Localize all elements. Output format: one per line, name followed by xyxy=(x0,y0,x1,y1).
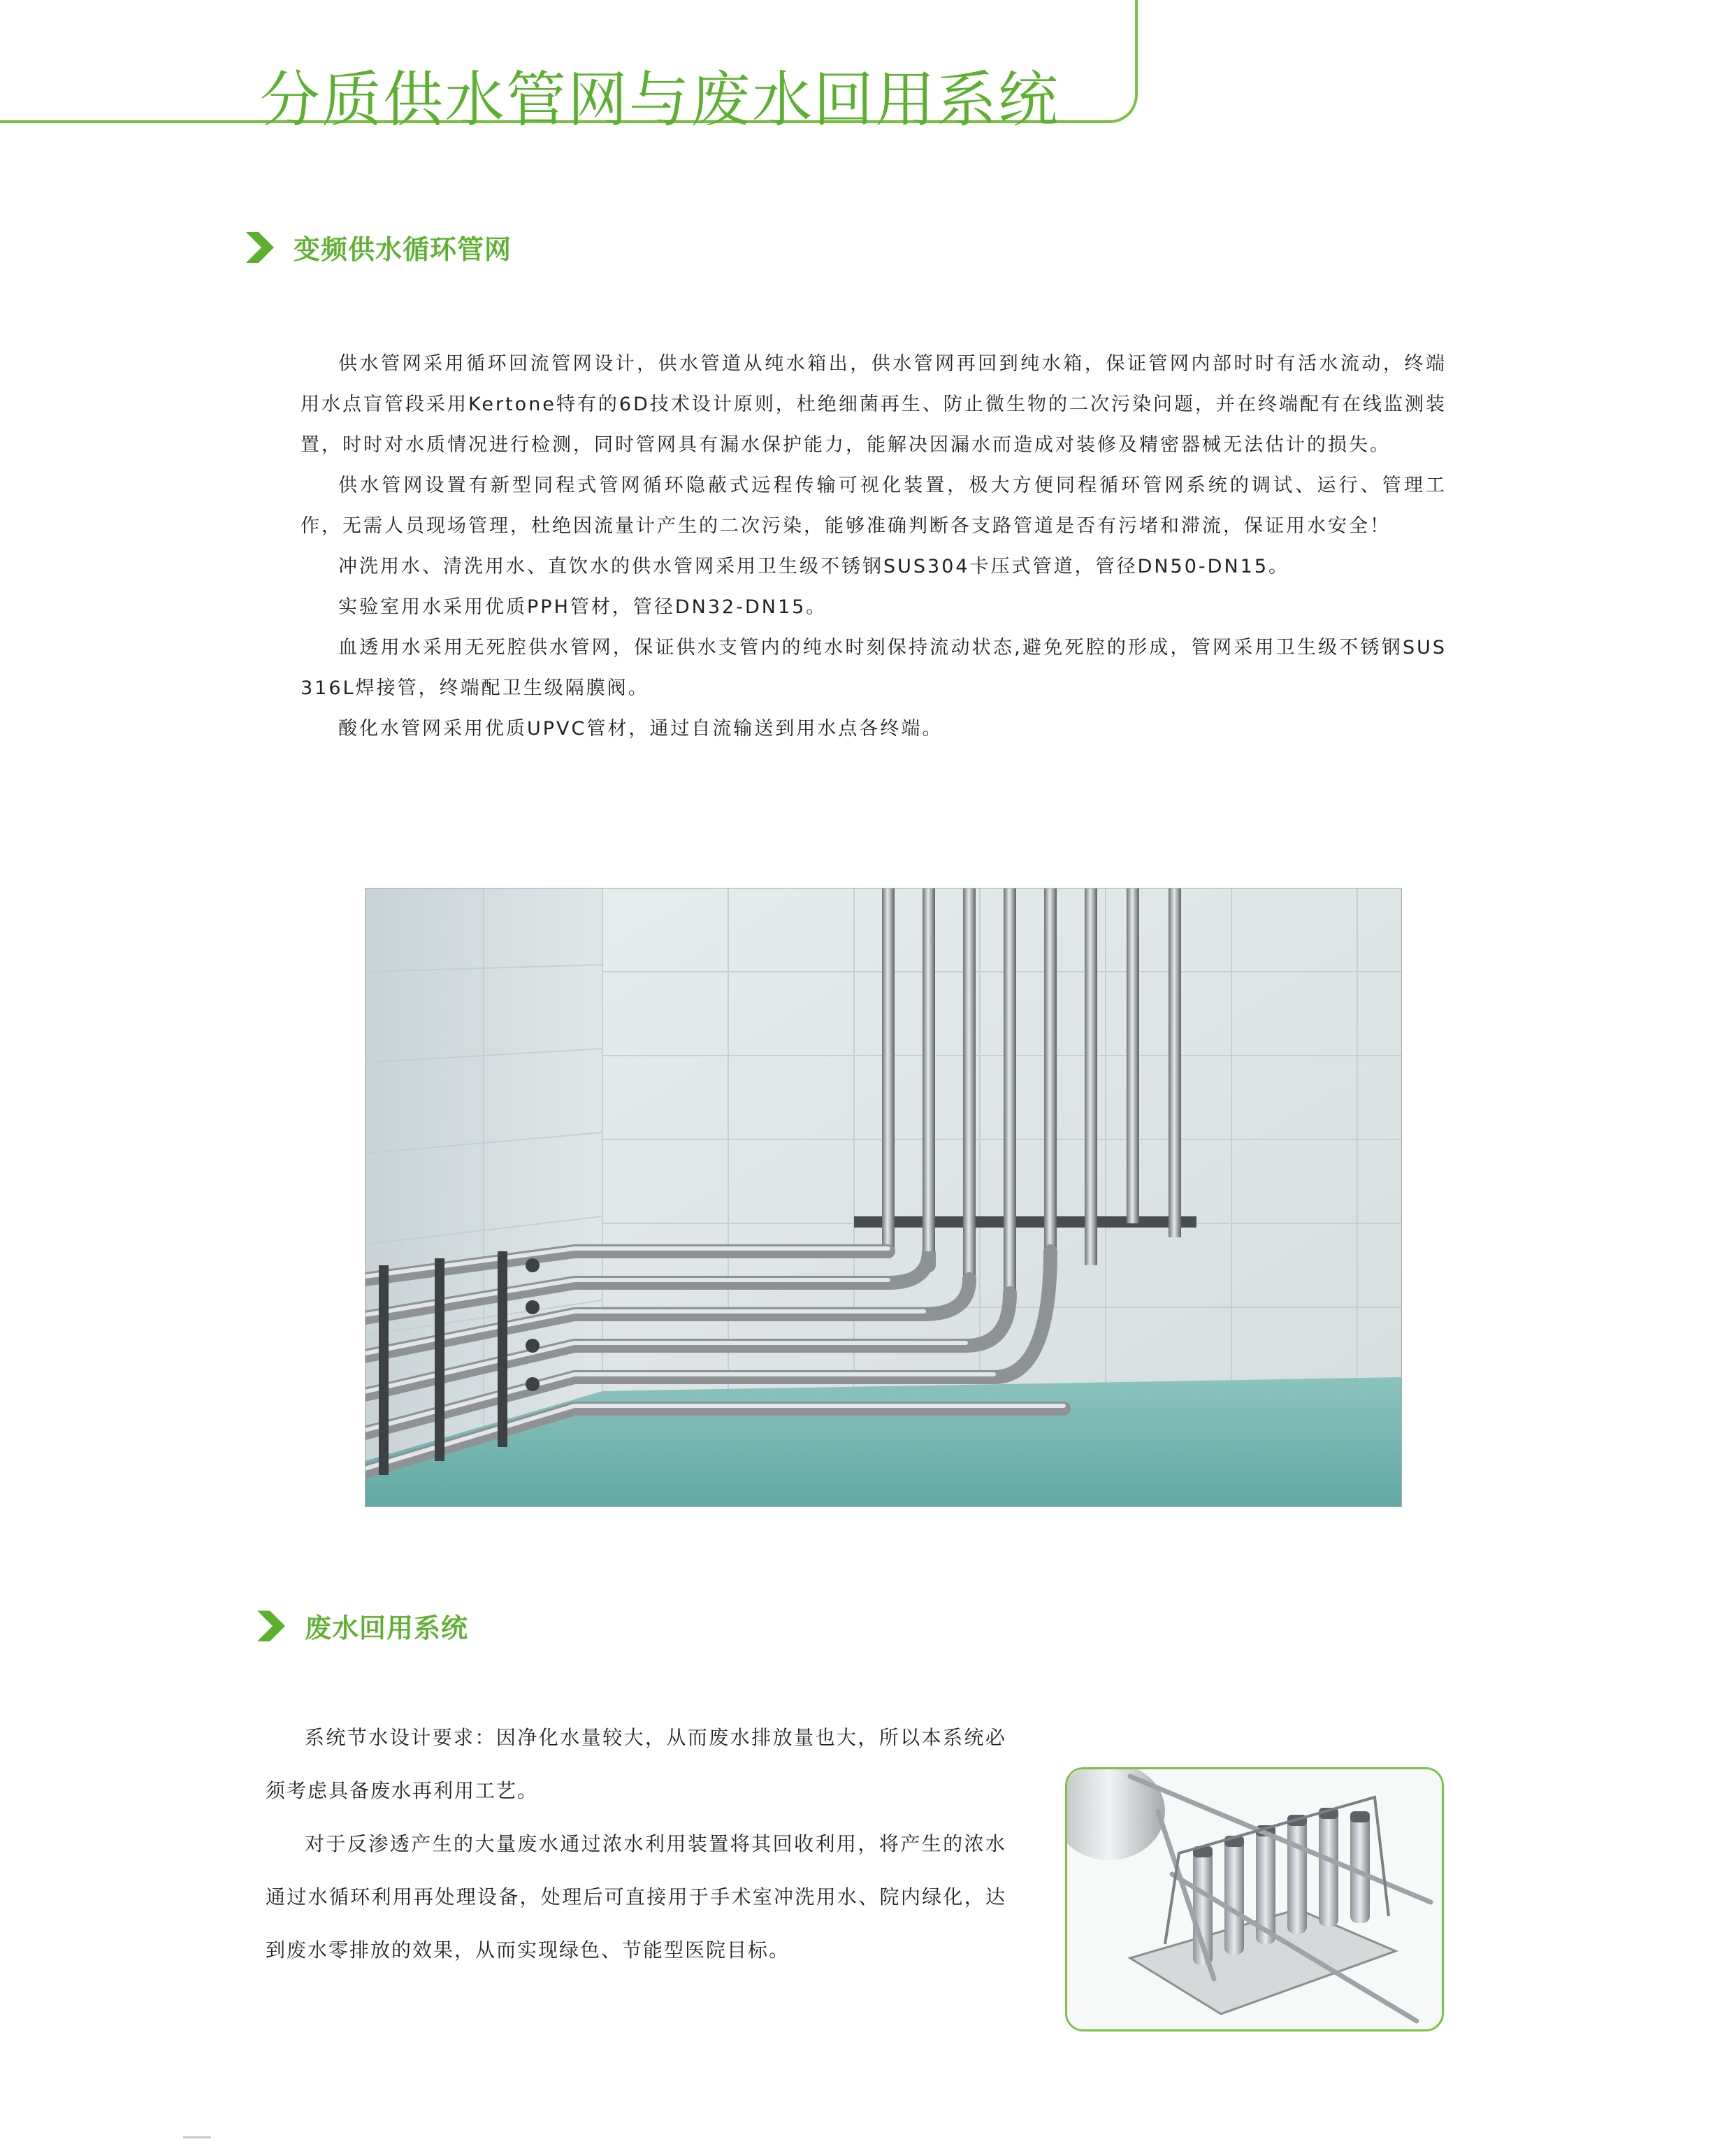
section-heading-wastewater xyxy=(256,1606,468,1645)
supply-body-text xyxy=(301,344,1447,749)
section-heading-supply xyxy=(245,228,512,266)
equipment-illustration xyxy=(1067,1769,1442,2029)
pipe-network-photo xyxy=(365,888,1402,1507)
paragraph: 酸化水管网采用优质UPVC管材，通过自流输送到用水点各终端。 xyxy=(338,718,943,740)
paragraph: 实验室用水采用优质PPH管材，管径DN32-DN15。 xyxy=(338,596,827,618)
chevron-right-icon xyxy=(245,231,275,264)
paragraph: 系统节水设计要求：因净化水量较大，从而废水排放量也大，所以本系统必须考虑具备废水再利用工艺。 xyxy=(266,1726,1006,1802)
paragraph: 对于反渗透产生的大量废水通过浓水利用装置将其回收利用，将产生的浓水通过水循环利用再处理设备，处理后可直接用于手术室冲洗用水、院内绿化，达到废水零排放的效果，从而实现绿色、节能型医院目标。 xyxy=(266,1832,1006,1962)
paragraph: 供水管网采用循环回流管网设计，供水管道从纯水箱出，供水管网再回到纯水箱，保证管网内部时时有活水流动，终端用水点盲管段采用Kertone特有的6D技术设计原则，杜绝细菌再生、防止微生物的二次污染问题，并在终端配有在线监测装置，时时对水质情况进行检测，同时管网具有漏水保护能力，能解决因漏水而造成对装修及精密器械无法估计的损失。 xyxy=(301,353,1447,456)
paragraph: 冲洗用水、清洗用水、直饮水的供水管网采用卫生级不锈钢SUS304卡压式管道，管径DN50-DN15。 xyxy=(338,556,1290,577)
section-heading-text: 废水回用系统 xyxy=(305,1613,469,1643)
wastewater-body-text xyxy=(266,1711,1006,1977)
chevron-right-icon xyxy=(256,1609,287,1643)
page-title: 分质供水管网与废水回用系统 xyxy=(260,64,1059,135)
section-heading-text: 变频供水循环管网 xyxy=(294,234,512,265)
wastewater-equipment-image xyxy=(1065,1767,1444,2031)
paragraph: 血透用水采用无死腔供水管网，保证供水支管内的纯水时刻保持流动状态,避免死腔的形成，管网采用卫生级不锈钢SUS316L焊接管，终端配卫生级隔膜阀。 xyxy=(301,637,1447,699)
paragraph: 供水管网设置有新型同程式管网循环隐蔽式远程传输可视化装置，极大方便同程循环管网系统的调试、运行、管理工作，无需人员现场管理，杜绝因流量计产生的二次污染，能够准确判断各支路管道是否有污堵和滞流，保证用水安全！ xyxy=(301,475,1447,537)
